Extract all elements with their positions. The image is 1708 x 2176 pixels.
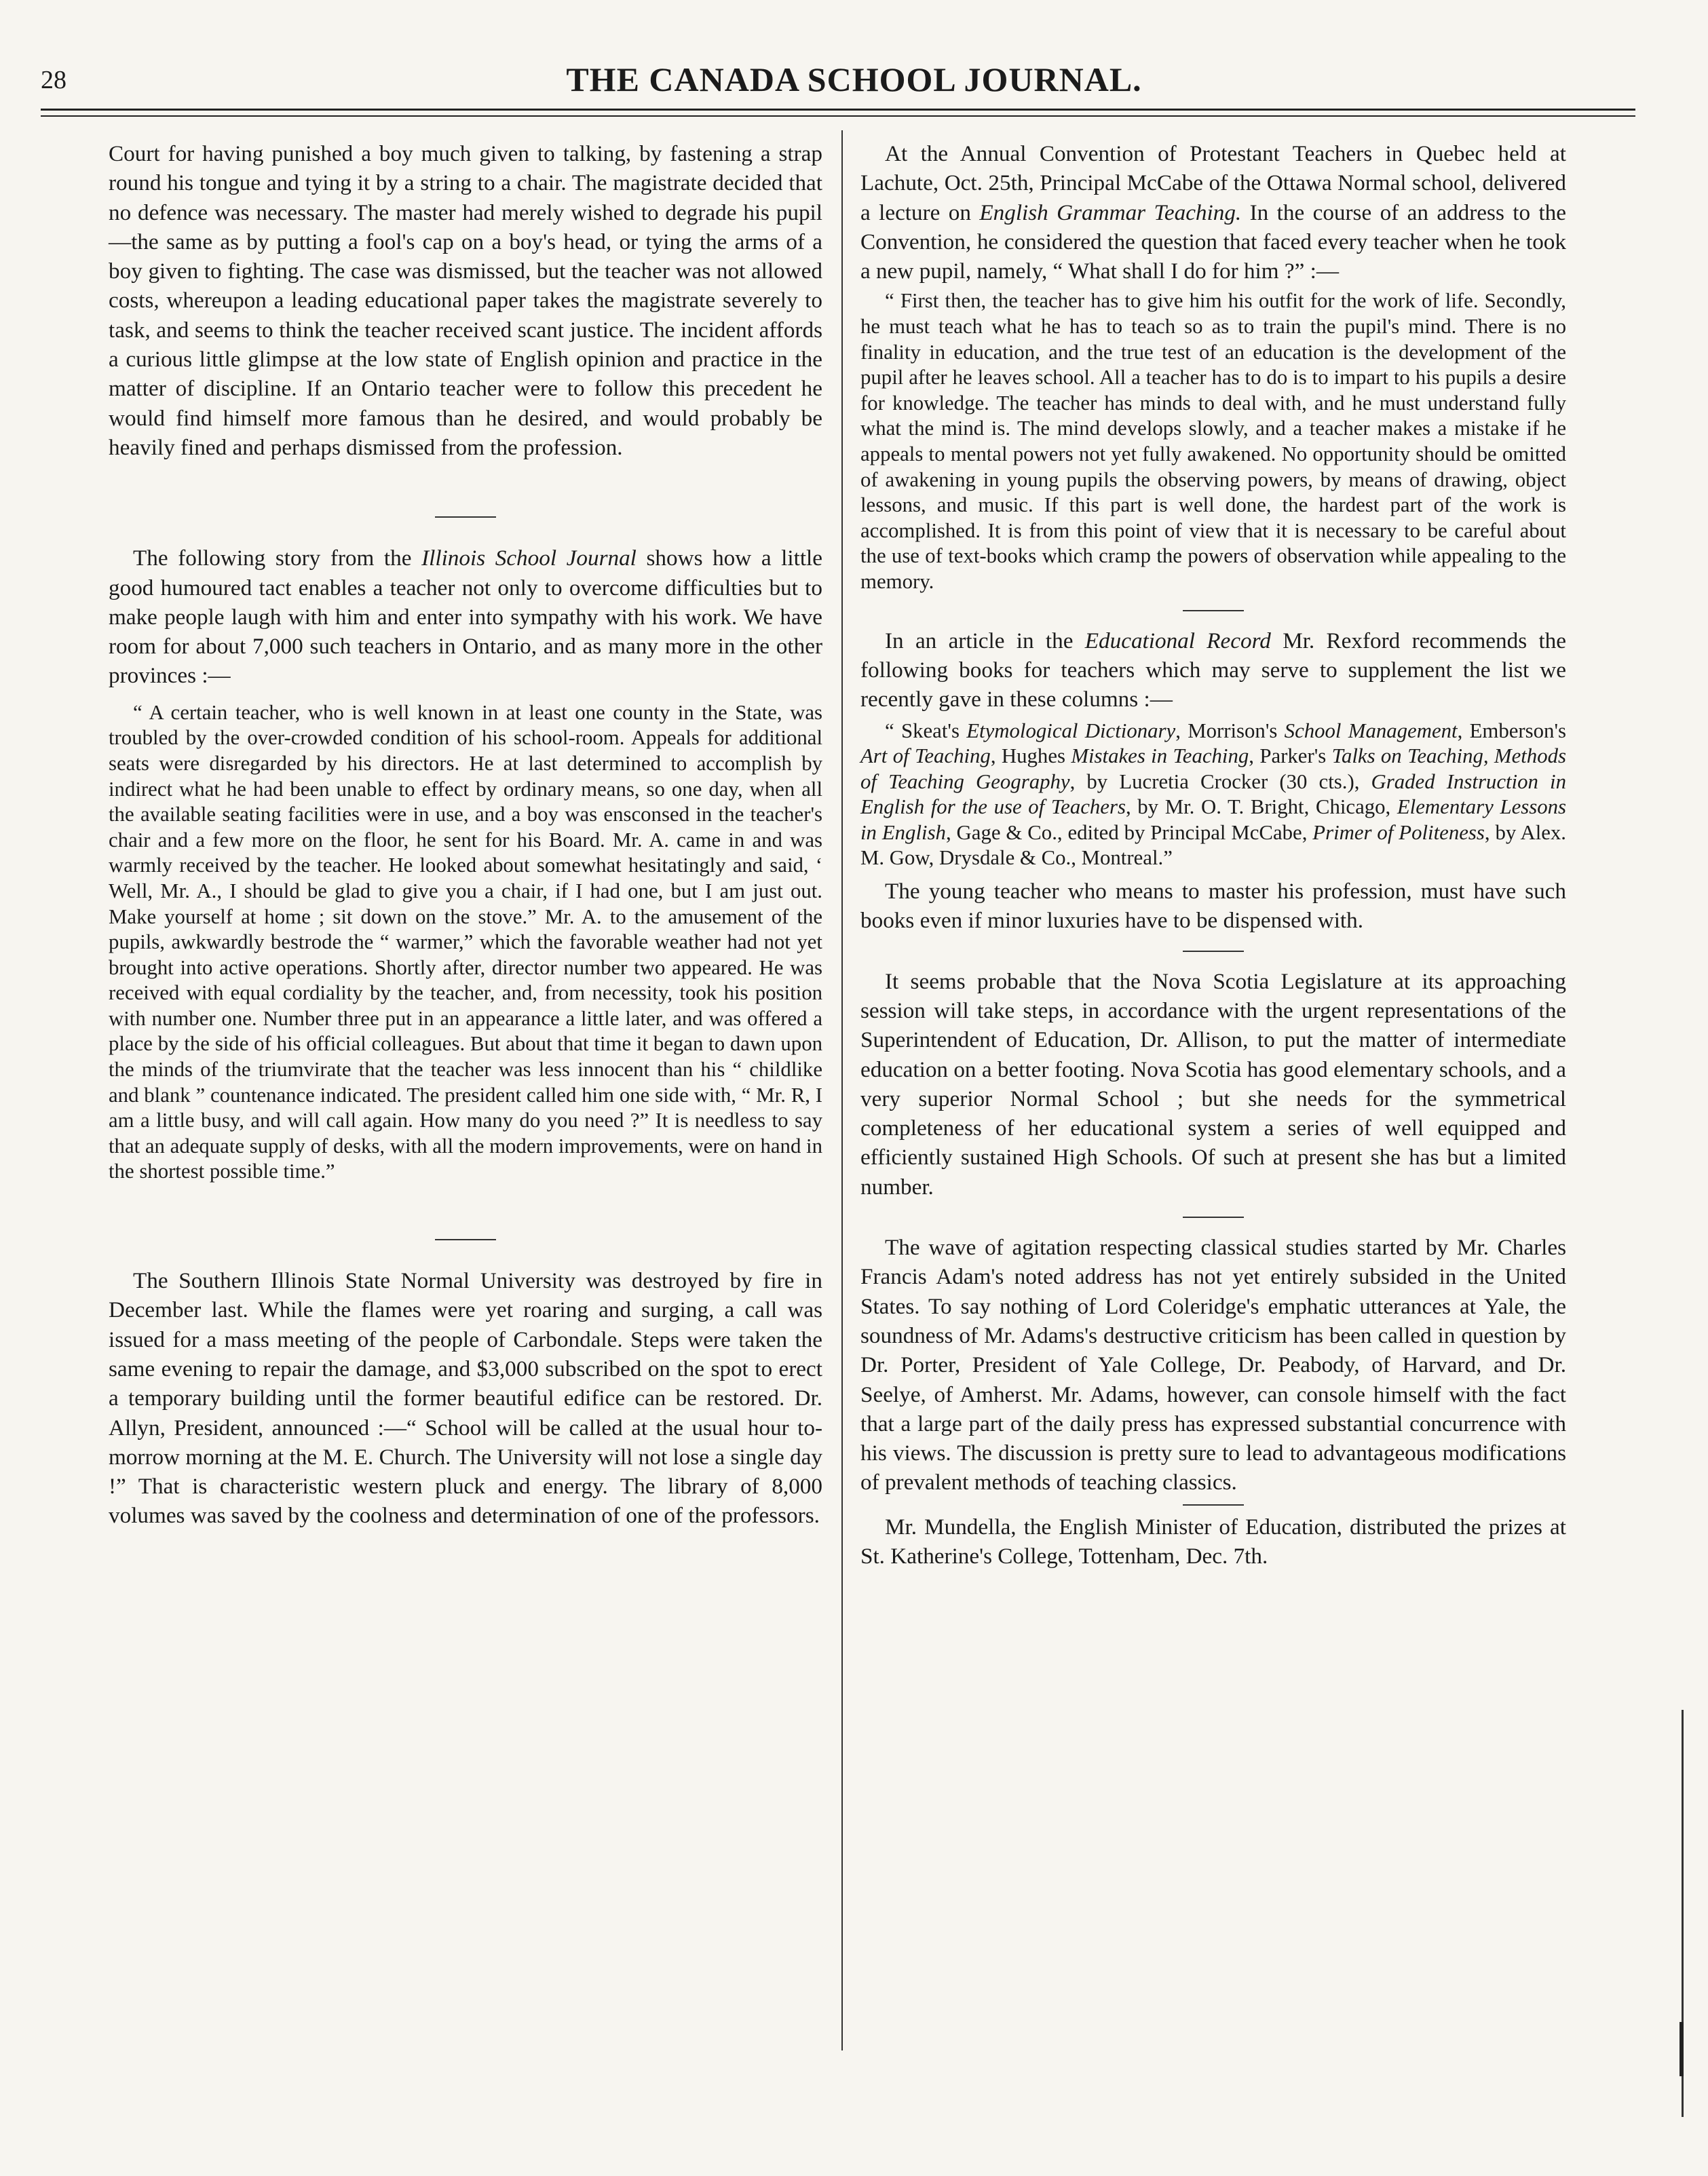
article-illinois-tact: The following story from the Illinois School Journal shows how a little good humoured tact enables a teacher not only to overcome difficulties but to make people laugh with him and enter into sympathy with his work. We have room for about 7,000 such teachers in Ontario, and as many more in the other provinces :— — [109, 546, 823, 689]
lecture-title: English Grammar Teaching. — [979, 199, 1242, 225]
section-separator — [1183, 1217, 1244, 1218]
article-classical-studies: The wave of agitation respecting classical studies started by Mr. Charles Francis Adam's noted address has not yet entirely subsided in the United States. To say nothing of Lord Coleridge's emphatic utterances at Yale, the soundness of Mr. Adams's destructive criticism has been called in question by Dr. Porter, President of Yale College, Dr. Peabody, of Harvard, and Dr. Seelye, of Amherst. Mr. Adams, however, can console himself with the fact that a large part of the daily press has expressed substantial concurrence with his views. The discussion is pretty sure to lead to advantageous modifications of prevalent methods of teaching classics. — [860, 1235, 1566, 1495]
section-separator — [435, 516, 496, 518]
section-separator — [1183, 610, 1244, 611]
book-list-quote: “ Skeat's Etymological Dictionary, Morrison's School Management, Emberson's Art of Teaching, Hughes Mistakes in Teaching, Parker's Talks on Teaching, Methods of Teaching Geography, by Lucretia Crocker (30 cts.), Graded Instruction in English for the use of Teachers, by Mr. O. T. Bright, Chicago, Elementary Lessons in English, Gage & Co., edited by Principal McCabe, Primer of Politeness, by Alex. M. Gow, Drysdale & Co., Montreal.” — [860, 719, 1567, 870]
article-nova-scotia: It seems probable that the Nova Scotia Legislature at its approaching session will take steps, in accordance with the urgent representations of the Superintendent of Education, Dr. Allison, to put the matter of intermediate education on a better footing. Nova Scotia has good elementary schools, and a very superior Normal School ; but she needs for the symmetrical completeness of her educational system a series of well equipped and efficiently sustained High Schools. Of such at present she has but a limited number. — [860, 968, 1566, 1200]
quote-certain-teacher: “ A certain teacher, who is well known in at least one county in the State, was troubled by the over-crowded condition of his school-room. Appeals for additional seats were disregarded by his directors. He at last determined to accomplish by indirect what he had been unable to effect by ordinary means, so one day, when all the available seating facilities were in use, and a boy was ensconsed in the teacher's chair and a few more on the floor, he sent for his Board. Mr. A. came in and was warmly received by the teacher. He looked about somewhat hesitatingly and said, ‘ Well, Mr. A., I should be glad to give you a chair, if I had one, but I am just out. Make yourself at home ; sit down on the stove.” Mr. A. to the amusement of the pupils, awkwardly bestrode the “ warmer,” which the favorable weather had not yet brought into active operations. Shortly after, director number two appeared. He was received with equal cordiality by the teacher, and, from necessity, took his position with number one. Number three put in an appearance a little later, and was offered a place by the side of his official colleagues. But about that time it began to dawn upon the minds of the triumvirate that the teacher was less innocent than his “ childlike and blank ” countenance indicated. The president called him one side with, “ Mr. R, I am a little busy, and will call again. How many do you need ?” It is needless to say that an adequate supply of desks, with all the modern improvements, were on hand in the shortest possible time.” — [109, 700, 822, 1183]
publication-title: Illinois School Journal — [421, 546, 637, 571]
article-southern-illinois-fire: The Southern Illinois State Normal University was destroyed by fire in December last. While the flames were yet roaring and surging, a call was issued for a mass meeting of the people of Carbondale. Steps were taken the same evening to repair the damage, and $3,000 subscribed on the spot to erect a temporary building until the former beautiful edifice can be restored. Dr. Allyn, President, announced :—“ School will be called at the usual hour to-morrow morning at the M. E. Church. The University will not lose a single day !” That is characteristic western pluck and energy. The library of 8,000 volumes was saved by the coolness and determination of one of the professors. — [109, 1268, 822, 1529]
right-column — [860, 139, 1566, 1571]
section-separator — [1183, 951, 1244, 952]
article-court-discipline: Court for having punished a boy much given to talking, by fastening a strap round his tongue and tying it by a string to a chair. The magistrate decided that no defence was necessary. The master had merely wished to degrade his pupil—the same as by putting a fool's cap on a boy's head, or tying the arms of a boy given to fighting. The case was dismissed, but the teacher was not allowed costs, whereupon a leading educational paper takes the magistrate severely to task, and seems to think the teacher received scant justice. The incident affords a curious little glimpse at the low state of English opinion and practice in the matter of discipline. If an Ontario teacher were to follow this precedent he would find himself more famous than he desired, and would probably be heavily fined and perhaps dismissed from the profession. — [109, 141, 822, 460]
article-quebec-convention: At the Annual Convention of Protestant Teachers in Quebec held at Lachute, Oct. 25th, Principal McCabe of the Ottawa Normal school, delivered a lecture on English Grammar Teaching. In the course of an address to the Convention, he considered the question that faced every teacher when he took a new pupil, namely, “ What shall I do for him ?” :— — [860, 141, 1566, 284]
header-rule-thin — [41, 115, 1635, 117]
header-rule — [41, 109, 1635, 111]
article-young-teacher: The young teacher who means to master his profession, must have such books even if minor luxuries have to be dispensed with. — [860, 879, 1566, 934]
left-column — [109, 139, 822, 1531]
section-separator — [1183, 1504, 1244, 1506]
quote-first-then: “ First then, the teacher has to give him his outfit for the work of life. Secondly, he must teach what he has to teach so as to train the pupil's mind. There is no finality in education, and the true test of an education is the development of the pupil after he leaves school. All a teacher has to do is to impart to his pupils a desire for knowledge. The teacher has minds to deal with, and he must understand fully what the mind is. The mind develops slowly, and a teacher makes a mistake if he appeals to mental powers not yet fully awakened. No opportunity should be omitted of awakening in young pupils the observing powers, by means of drawing, object lessons, and music. If this part is well done, the hardest part of the work is accomplished. It is from this point of view that it is necessary to be careful about the use of text-books which cramp the powers of observation while appealing to the memory. — [860, 289, 1566, 594]
page-edge-mark — [1679, 2022, 1688, 2076]
article-mundella: Mr. Mundella, the English Minister of Education, distributed the prizes at St. Katherine's College, Tottenham, Dec. 7th. — [860, 1514, 1566, 1569]
journal-title: THE CANADA SCHOOL JOURNAL. — [566, 60, 1142, 98]
article-educational-record: In an article in the Educational Record Mr. Rexford recommends the following books for teachers which may serve to supplement the list we recently gave in these columns :— — [860, 628, 1566, 712]
page-number: 28 — [41, 66, 67, 94]
section-separator — [435, 1239, 496, 1240]
publication-title: Educational Record — [1084, 628, 1271, 653]
column-divider — [841, 130, 843, 2050]
